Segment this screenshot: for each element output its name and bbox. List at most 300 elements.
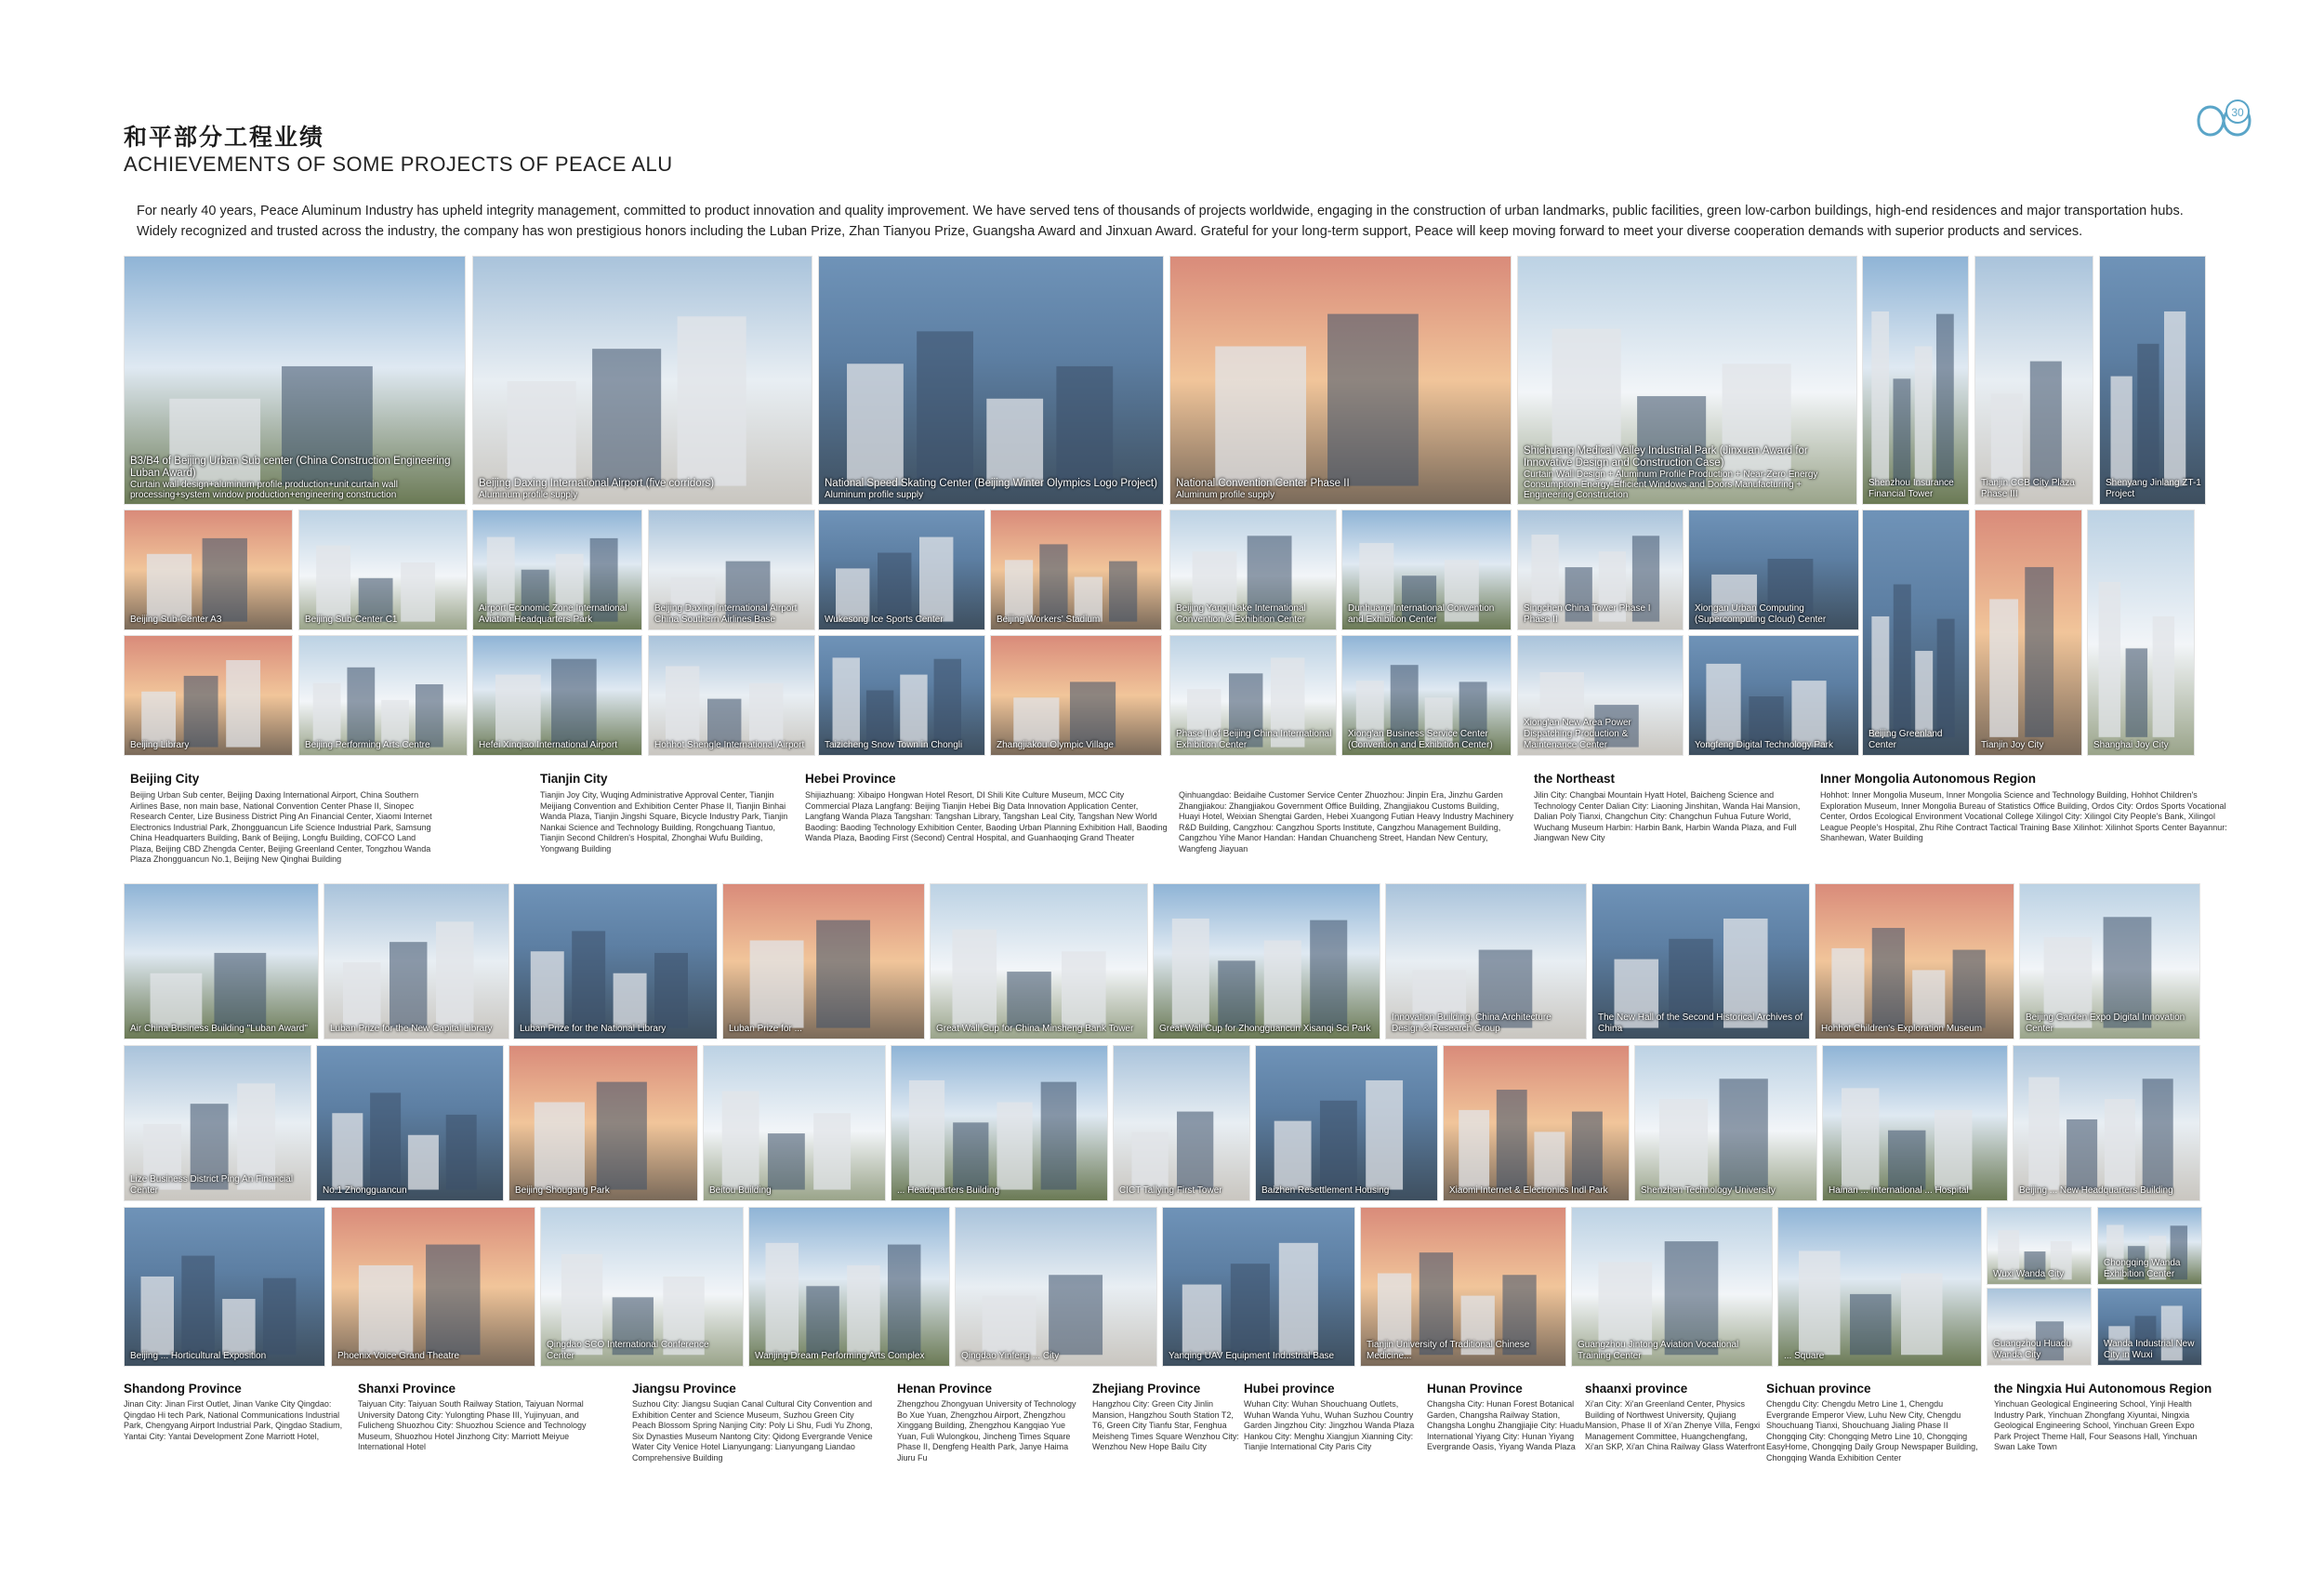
project-caption [654, 740, 811, 751]
project-caption [1367, 1340, 1562, 1362]
project-name: Wanjing Dream Performing Arts Complex [755, 1351, 925, 1361]
building-shape [1912, 970, 1945, 1027]
project-name: Wuxi Wanda City [1993, 1269, 2065, 1279]
building-shape [2104, 917, 2152, 1027]
project-photo [1162, 1207, 1355, 1367]
project-photo [331, 1207, 535, 1367]
project-name: Qingdao Yinfeng ... City [961, 1351, 1060, 1361]
region-project-list: Shijiazhuang: Xibaipo Hongwan Hotel Resort, DI Shili Kite Culture Museum, MCC City Commercial Plaza Langfang: Beijing Tianjin Hebei Big Data Innovation Application Center, Langfang Wanda Plaza Tangshan: Tangshan Library, Tangshan Leal City, Tangshan New World Baoding: Baoding Technology Exhibition Center, Baoding Urban Planning Exhibition Hall, Baoding Wanda Plaza, Baoding First (Second) Central Hospital, and Guanhaoqing Grand Theater [805, 790, 1168, 842]
building-shape [1659, 1099, 1708, 1189]
region-title: Tianjin City [540, 772, 608, 786]
project-caption [515, 1185, 693, 1197]
building-shape [1901, 1274, 1943, 1356]
project-photo [703, 1045, 886, 1201]
project-caption [130, 1024, 314, 1035]
building-shape [953, 930, 997, 1028]
building-shape [1366, 1080, 1403, 1190]
project-name: Yongfeng Digital Technology Park [1695, 740, 1833, 750]
building-shape [1007, 972, 1051, 1027]
project-caption [1993, 1269, 2087, 1280]
region-project-list: Tianjin Joy City, Wuqing Administrative Approval Center, Tianjin Meijiang Convention and Exhibition Center Phase II, Tianjin Binhai Wanda Plaza, Tianjin Jingshi Square, Bicycle Industry Park, Tianjin Nankai Science and Technology Building, Rongchuang Tiantuo, Tianjin Second Children's Hospital, Zhonghai Wufu Building, Yongwang Building [540, 790, 788, 854]
project-name: Chongqing Wanda Exhibition Center [2104, 1258, 2181, 1279]
building-shape [1850, 1294, 1892, 1355]
building-shape [1842, 1088, 1879, 1189]
building-shape [768, 1133, 805, 1189]
building-illustration [1154, 884, 1380, 1039]
building-shape [654, 953, 688, 1028]
building-shape [263, 1278, 296, 1356]
project-caption [2106, 478, 2201, 500]
project-photo [1974, 256, 2093, 505]
project-caption [1119, 1185, 1246, 1197]
project-caption [1348, 729, 1507, 751]
project-name: Beijing Workers' Stadium [997, 615, 1101, 625]
region-title: Shanxi Province [358, 1382, 456, 1396]
project-name: Xiong'an New Area Power Dispatching Production & Maintenance Center [1524, 718, 1631, 750]
building-illustration [514, 884, 718, 1039]
project-photo [1517, 635, 1684, 756]
project-name: Beitou Building [709, 1185, 772, 1196]
project-name: Wukesong Ice Sports Center [825, 615, 944, 625]
project-name: Beijing Sub-Center A3 [130, 615, 222, 625]
building-shape [1264, 940, 1301, 1027]
building-shape [847, 1265, 879, 1355]
project-caption [1981, 740, 2078, 751]
building-shape [1056, 366, 1113, 486]
project-name: Phoenix Voice Grand Theatre [337, 1351, 460, 1361]
project-caption [479, 478, 808, 500]
building-illustration [931, 884, 1148, 1039]
building-illustration [1975, 257, 2093, 505]
project-name: Shenzhou Insurance Financial Tower [1868, 478, 1954, 499]
building-illustration [1863, 510, 1970, 756]
project-name: Shanghai Joy City [2093, 740, 2169, 750]
project-name: Xiaomi Internet & Electronics Indl Park [1449, 1185, 1608, 1196]
building-illustration [749, 1208, 950, 1367]
project-photo [1443, 1045, 1630, 1201]
project-photo [540, 1207, 744, 1367]
building-shape [816, 920, 870, 1028]
project-photo [1862, 256, 1969, 505]
project-name: Shenzhen Technology University [1641, 1185, 1776, 1196]
project-name: Wanda Industrial New City in Wuxi [2104, 1339, 2195, 1360]
building-shape [592, 349, 661, 485]
building-shape [2099, 582, 2120, 737]
region-title: Henan Province [897, 1382, 993, 1396]
project-caption [547, 1340, 739, 1362]
building-shape [2111, 377, 2133, 486]
building-shape [141, 1277, 174, 1355]
project-photo [472, 635, 642, 756]
project-photo [1974, 509, 2082, 756]
project-name: Tianjin Joy City [1981, 740, 2044, 750]
project-photo [1517, 509, 1684, 630]
project-caption [337, 1351, 531, 1362]
project-photo [748, 1207, 950, 1367]
project-caption [897, 1185, 1103, 1197]
building-shape [909, 1080, 944, 1190]
project-caption [1821, 1024, 2010, 1035]
project-photo [990, 635, 1162, 756]
building-illustration [1816, 884, 2014, 1039]
building-shape [934, 659, 961, 748]
project-photo [513, 883, 718, 1039]
building-shape [226, 660, 260, 748]
region-project-list: Beijing Urban Sub center, Beijing Daxing International Airport, China Southern Airlines Base, non main base, National Convention Center Phase II, Sinopec Research Center, Lize Business District Ping An Financial Center, Xiaomi Internet Electronics Industrial Park, Zhongguancun Life Science Industrial Park, Samsung China Headquarters Building, Bank of Beijing, Longfu Building, COFCO Land Plaza, Beijing CBD Zhengda Center, Beijing Greenland Center, Tongzhou Wanda Plaza Zhongguancun No.1, Beijing New Qinghai Building [130, 790, 432, 864]
building-shape [597, 1082, 647, 1190]
project-name: Hefei Xinqiao International Airport [479, 740, 617, 750]
project-photo [2013, 1045, 2200, 1201]
project-scope: Curtain wall design+aluminum profile production+unit curtain wall processing+system window production+engineering construction [130, 480, 398, 500]
project-name: Beijing Shougang Park [515, 1185, 610, 1196]
project-name: Phase II of Beijing China International Exhibition Center [1176, 729, 1332, 750]
project-scope: Aluminum profile supply [479, 490, 578, 500]
building-shape [1459, 1110, 1489, 1190]
building-shape [390, 942, 427, 1027]
building-illustration [1863, 257, 1969, 505]
building-shape [1534, 1131, 1565, 1189]
building-illustration [1163, 1208, 1355, 1367]
building-shape [2143, 1079, 2173, 1189]
building-shape [436, 921, 473, 1027]
building-shape [416, 684, 443, 748]
project-name: ... Headquarters Building [897, 1185, 1000, 1196]
project-name: Beijing Daxing International Airport (five corridors) [479, 478, 715, 489]
region-project-list: Hangzhou City: Green City Jinlin Mansion, Hangzhou South Station T2, T6, Green City Tianfu Star, Fenghua Meisheng Times Square Wenzhou City: Wenzhou New Hope Bailu City [1092, 1399, 1239, 1451]
project-name: B3/B4 of Beijing Urban Sub center (China Construction Engineering Luban Award) [130, 456, 451, 479]
building-shape [1131, 1131, 1168, 1189]
project-photo [990, 509, 1162, 630]
project-caption [2104, 1339, 2198, 1361]
building-illustration [991, 510, 1162, 630]
building-illustration [125, 510, 293, 630]
building-shape [2028, 1078, 2059, 1190]
project-photo [1591, 883, 1810, 1039]
project-photo [1688, 509, 1859, 630]
project-caption [520, 1024, 713, 1035]
building-illustration [704, 1046, 886, 1201]
project-photo [1385, 883, 1587, 1039]
building-shape [508, 381, 576, 486]
building-illustration [819, 510, 985, 630]
building-illustration [991, 636, 1162, 756]
project-name: Luban Prize for the New Capital Library [330, 1024, 493, 1034]
project-name: No.1 Zhongguancun [323, 1185, 407, 1196]
project-caption [1598, 1012, 1805, 1035]
project-name: Lize Business District Ping An Financial Center [130, 1174, 294, 1196]
building-illustration [509, 1046, 698, 1201]
building-illustration [2088, 510, 2195, 756]
project-photo [472, 509, 642, 630]
region-project-list: Suzhou City: Jiangsu Suqian Canal Cultural City Convention and Exhibition Center and Science Museum, Suzhou Green City Peach Blossom Spring Nanjing City: Poly Li Shu, Fudi Yu Zhong, Six Dynasties Museum Nantong City: Qidong Evergrande Venice Water City Venice Hotel Lianyungang: Lianyungang Liandao Comprehensive Building [632, 1399, 873, 1462]
project-name: National Convention Center Phase II [1176, 478, 1350, 489]
building-shape [332, 1113, 363, 1189]
project-name: Baizhen Resettlement Housing [1261, 1185, 1390, 1196]
building-shape [181, 1256, 214, 1356]
project-name: National Speed Skating Center (Beijing Winter Olympics Logo Project) [825, 478, 1157, 489]
page-title-english: ACHIEVEMENTS OF SOME PROJECTS OF PEACE ALU [124, 152, 673, 176]
project-caption [2104, 1258, 2198, 1280]
project-name: Airport Economic Zone International Aviation Headquarters Park [479, 603, 627, 625]
building-shape [1989, 599, 2018, 736]
project-caption [130, 456, 461, 500]
building-shape [953, 1122, 988, 1189]
building-shape [1049, 1275, 1103, 1355]
building-shape [1799, 1251, 1841, 1355]
building-shape [900, 675, 927, 748]
project-caption [1578, 1340, 1768, 1362]
building-shape [1039, 544, 1067, 621]
project-caption [1392, 1012, 1582, 1035]
building-shape [1231, 1264, 1270, 1355]
project-photo [1113, 1045, 1250, 1201]
project-name: Beijing ... Horticultural Exposition [130, 1351, 267, 1361]
project-caption [1981, 478, 2089, 500]
project-photo [1169, 256, 1512, 505]
project-caption [825, 615, 981, 626]
building-shape [1915, 651, 1933, 737]
building-shape [2126, 648, 2147, 736]
project-name: Beijing Daxing International Airport China Southern Airlines Base [654, 603, 798, 625]
project-caption [2019, 1185, 2196, 1197]
project-caption [2026, 1012, 2196, 1035]
building-shape [316, 546, 350, 622]
project-caption [1784, 1351, 1977, 1362]
project-caption [130, 615, 288, 626]
building-shape [813, 1113, 851, 1189]
building-shape [531, 951, 564, 1027]
project-name: Beijing Greenland Center [1868, 729, 1943, 750]
project-caption [1829, 1185, 2003, 1197]
project-name: Beijing ... New Headquarters Building [2019, 1185, 2173, 1196]
region-title: the Ningxia Hui Autonomous Region [1994, 1382, 2212, 1396]
building-shape [1872, 928, 1905, 1028]
building-illustration [819, 257, 1164, 505]
building-shape [222, 1299, 255, 1355]
building-illustration [125, 884, 319, 1039]
building-shape [1062, 951, 1106, 1027]
project-name: Yanqing UAV Equipment Industrial Base [1169, 1351, 1335, 1361]
project-caption [305, 615, 463, 626]
building-shape [919, 537, 953, 622]
region-project-list: Chengdu City: Chengdu Metro Line 1, Chengdu Evergrande Emperor View, Luhu New City, Chengdu Shouchuang Tianxi, Shouchuang Jialing Phase II Chongqing City: Chongqing Metro Line 10, Chongqing EasyHome, Chongqing Daily Group Newspaper Building, Chongqing Wanda Exhibition Center [1766, 1399, 1978, 1462]
project-caption [130, 1174, 307, 1197]
building-shape [147, 554, 191, 622]
building-shape [141, 692, 176, 748]
project-name: Air China Business Building "Luban Award" [130, 1024, 308, 1034]
project-photo [1987, 1288, 2092, 1366]
building-shape [722, 1092, 759, 1190]
project-photo [1153, 883, 1380, 1039]
building-shape [678, 316, 746, 485]
project-photo [124, 635, 293, 756]
building-shape [1871, 311, 1889, 486]
project-name: Zhangjiakou Olympic Village [997, 740, 1114, 750]
region-title: Hunan Province [1427, 1382, 1523, 1396]
building-shape [359, 1265, 413, 1355]
project-photo [1688, 635, 1859, 756]
building-illustration [649, 636, 815, 756]
project-photo [2087, 509, 2195, 756]
region-title: Hebei Province [805, 772, 896, 786]
building-shape [997, 1102, 1032, 1189]
project-photo [1255, 1045, 1438, 1201]
building-shape [1915, 346, 1933, 485]
building-shape [2030, 362, 2062, 486]
project-photo [2097, 1207, 2202, 1285]
project-photo [124, 509, 293, 630]
project-name: Shenyang Jinlang ZT-1 Project [2106, 478, 2201, 499]
project-name: Qingdao SCO International Conference Center [547, 1340, 709, 1361]
building-shape [1894, 585, 1911, 737]
region-project-list: Taiyuan City: Taiyuan South Railway Station, Taiyuan Normal University Datong City: Yulongting Phase III, Yujinyuan, and Fulicheng Shuozhou City: Shuozhou Science and Technology Museum, Shuozhou Hotel Jinzhong City: Marriott Meiyue International Hotel [358, 1399, 587, 1451]
project-name: CICT Tallying First Tower [1119, 1185, 1222, 1196]
project-caption [1868, 478, 1964, 500]
project-caption [1261, 1185, 1433, 1197]
project-name: Guangzhou Huadu Wanda City [1993, 1339, 2071, 1360]
project-photo [1777, 1207, 1982, 1367]
building-shape [1894, 378, 1911, 485]
building-illustration [2100, 257, 2206, 505]
building-illustration [1975, 510, 2082, 756]
region-project-list: Xi'an City: Xi'an Greenland Center, Physics Building of Northwest University, Qujiang Mansion, Phase II of Xi'an Zhenye Villa, Fengxi Management Committee, Huangchengfang, Xi'an SKP, Xi'an China Railway Glass Waterfront [1585, 1399, 1765, 1451]
building-illustration [1823, 1046, 2008, 1201]
project-photo [508, 1045, 698, 1201]
building-shape [370, 1092, 401, 1189]
project-caption [1176, 729, 1332, 751]
building-shape [2137, 344, 2159, 486]
project-caption [1176, 478, 1507, 500]
building-shape [1218, 960, 1255, 1027]
region-title: Shandong Province [124, 1382, 242, 1396]
project-name: Luban Prize for ... [729, 1024, 802, 1034]
building-shape [343, 962, 380, 1028]
region-project-list: Zhengzhou Zhongyuan University of Technology Bo Xue Yuan, Zhengzhou Airport, Zhengzhou Xinggang Building, Zhengzhou Kangqiao Yue Yuan, Fuli Wulongkou, Jincheng Times Square Phase II, Dengfeng Health Park, Janye Haima Jiuru Fu [897, 1399, 1076, 1462]
project-photo [1987, 1207, 2092, 1285]
project-name: Innovation Building, China Architecture Design & Research Group [1392, 1012, 1552, 1034]
project-caption [479, 603, 638, 626]
project-photo [298, 509, 468, 630]
project-scope: Curtain Wall Design + Aluminum Profile Production + Near-Zero Energy Consumption Energy-Efficient Windows and Doors Manufacturing + Engineering Construction [1524, 470, 1818, 500]
building-illustration [2014, 1046, 2200, 1201]
building-shape [313, 683, 341, 748]
project-photo [2099, 256, 2206, 505]
building-shape [847, 364, 904, 485]
region-project-list: Jinan City: Jinan First Outlet, Jinan Vanke City Qingdao: Qingdao Hi tech Park, National Communications Industrial Park, Chengyang Airport Industrial Park, Qingdao Stadium, Yantai City: Yantai Development Zone Marriott Hotel, [124, 1399, 343, 1441]
project-caption [825, 478, 1159, 500]
building-shape [1665, 1241, 1719, 1355]
project-photo [124, 256, 466, 505]
project-caption [305, 740, 463, 751]
building-shape [1177, 1112, 1213, 1190]
project-caption [1524, 718, 1679, 751]
building-shape [203, 538, 247, 622]
region-title: Zhejiang Province [1092, 1382, 1201, 1396]
project-name: Beijing Performing Arts Centre [305, 740, 430, 750]
building-illustration [891, 1046, 1108, 1201]
project-photo [472, 256, 812, 505]
region-project-list: Jilin City: Changbai Mountain Hyatt Hotel, Baicheng Science and Technology Center Dalian City: Liaoning Jinshitan, Wanda Hai Mansion, Dalian Poly Tianxi, Changchun City: Changchun Fuhua Future World, Wuchang Museum Harbin: Harbin Bank, Harbin Wanda Plaza, and Full Jiangwan New City [1534, 790, 1801, 842]
building-illustration [125, 636, 293, 756]
building-illustration [723, 884, 925, 1039]
building-shape [1310, 920, 1347, 1028]
building-shape [1320, 1101, 1357, 1190]
building-shape [214, 953, 266, 1028]
building-shape [1936, 314, 1954, 486]
page-title-chinese: 和平部分工程业绩 [124, 124, 325, 151]
building-illustration [956, 1208, 1157, 1367]
building-illustration [819, 636, 985, 756]
project-photo [1341, 509, 1512, 630]
region-project-list: Hohhot: Inner Mongolia Museum, Inner Mongolia Science and Technology Building, Hohhot Children's Exploration Museum, Inner Mongolia Bureau of Statistics Office Building, Ordos City: Ordos Sports Vocational Center, Ordos Ecological Environment Vocational College Xilingol City: Xilingol City People's Bank, Xilingol League People's Hospital, Zhu Rihe Contract Tactical Training Base Xilinhot: Xilinhot Sports Center Bayannur: Shanhewan, Water Building [1820, 790, 2227, 842]
project-caption [130, 1351, 321, 1362]
building-shape [1937, 619, 1955, 737]
building-shape [1070, 682, 1116, 747]
building-shape [401, 562, 435, 622]
building-shape [1279, 1243, 1318, 1355]
building-shape [184, 676, 218, 748]
building-shape [1274, 1121, 1312, 1190]
building-shape [614, 973, 647, 1028]
project-name: The New Hall of the Second Historical Archives of China [1598, 1012, 1803, 1034]
building-shape [1953, 950, 1986, 1028]
building-illustration [324, 884, 509, 1039]
building-shape [878, 553, 911, 622]
building-shape [426, 1245, 480, 1356]
project-scope: Aluminum profile supply [825, 490, 924, 500]
project-photo [955, 1207, 1157, 1367]
building-illustration [1256, 1046, 1438, 1201]
project-caption [709, 1185, 881, 1197]
project-photo [891, 1045, 1108, 1201]
region-title: Sichuan province [1766, 1382, 1871, 1396]
project-photo [818, 509, 985, 630]
building-shape [750, 940, 804, 1027]
building-shape [2164, 311, 2185, 486]
building-shape [151, 973, 203, 1028]
building-shape [1831, 948, 1864, 1028]
building-shape [888, 1245, 920, 1356]
region-title: the Northeast [1534, 772, 1616, 786]
project-name: Xiongan Urban Computing (Supercomputing Cloud) Center [1695, 603, 1827, 625]
project-caption [1169, 1351, 1351, 1362]
region-project-list: Yinchuan Geological Engineering School, Yinji Health Industry Park, Yinchuan Zhongfang Xiyuntai, Ningxia Geological Engineering School, Yinchuan Green Expo Park Project Theme Hall, Four Seasons Hall, Yinchuan Swan Lake Town [1994, 1399, 2198, 1451]
project-name: Great Wall Cup for China Minsheng Bank Tower [936, 1024, 1134, 1034]
project-photo [2019, 883, 2200, 1039]
building-shape [347, 668, 375, 748]
building-shape [1005, 560, 1033, 621]
project-caption [1695, 603, 1855, 626]
project-photo [1360, 1207, 1566, 1367]
project-caption [479, 740, 638, 751]
project-photo [1862, 509, 1970, 756]
building-shape [917, 331, 973, 485]
project-photo [818, 635, 985, 756]
building-shape [1215, 346, 1306, 485]
building-shape [1109, 562, 1137, 622]
building-shape [1572, 1112, 1603, 1190]
building-shape [986, 399, 1043, 486]
building-shape [1934, 1110, 1972, 1190]
building-shape [2105, 1099, 2135, 1189]
building-shape [551, 659, 597, 748]
region-title: Hubei province [1244, 1382, 1335, 1396]
project-name: Guangzhou Jintong Aviation Vocational Training Center [1578, 1340, 1739, 1361]
project-photo [324, 883, 509, 1039]
building-shape [495, 675, 541, 748]
building-shape [2153, 616, 2174, 737]
project-caption [936, 1024, 1143, 1035]
